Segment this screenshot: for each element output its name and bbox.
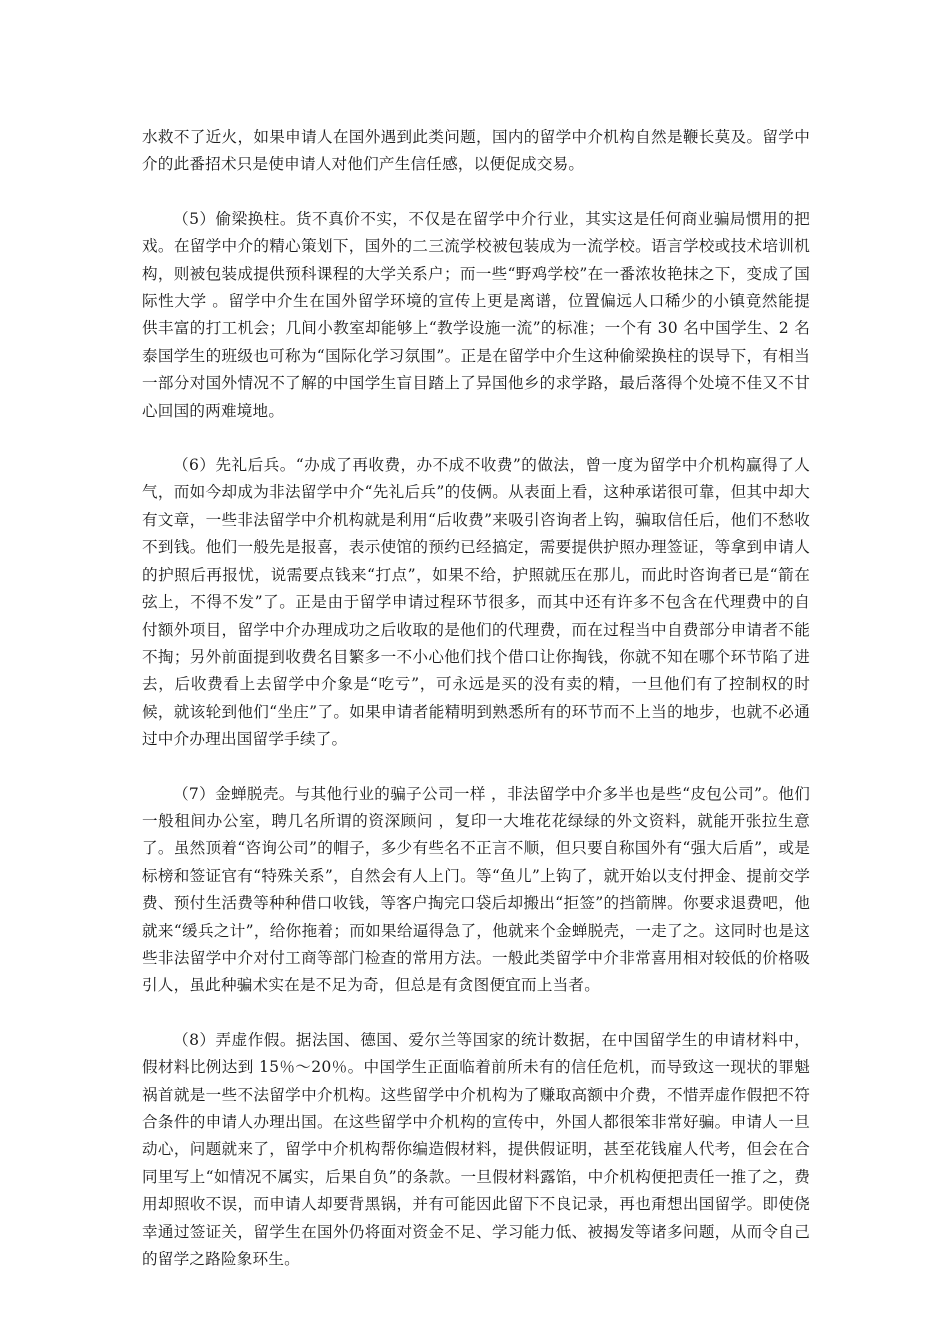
paragraph-item-7: （7）金蝉脱壳。与其他行业的骗子公司一样 ，非法留学中介多半也是些“皮包公司”。他们一般租间办公室，聘几名所谓的资深顾问 ，复印一大堆花花绿绿的外文资料，就能开张拉生意了。虽然顶着“咨询公司”的帽子，多少有些名不正言不顺，但只要自称国外有“强大后盾”，或是标榜和签证官有“特殊关系”，自然会有人上门。等“鱼儿”上钩了，就开始以支付押金、提前交学费、预付生活费等种种借口收钱，等客户掏完口袋后却搬出“拒签”的挡箭牌。你要求退费吧，他就来“缓兵之计”，给你拖着；而如果给逼得急了，他就来个金蝉脱壳，一走了之。这同时也是这些非法留学中介对付工商等部门检查的常用方法。一般此类留学中介非常喜用相对较低的价格吸引人，虽此种骗术实在是不足为奇，但总是有贪图便宜而上当者。: [142, 784, 810, 995]
paragraph-item-6: （6）先礼后兵。“办成了再收费，办不成不收费”的做法，曾一度为留学中介机构赢得了人气，而如今却成为非法留学中介“先礼后兵”的伎俩。从表面上看，这种承诺很可靠，但其中却大有文章，一些非法留学中介机构就是利用“后收费”来吸引咨询者上钩，骗取信任后，他们不愁收不到钱。他们一般先是报喜，表示使馆的预约已经搞定，需要提供护照办理签证，等拿到申请人的护照后再报忧，说需要点钱来“打点”，如果不给，护照就压在那儿，而此时咨询者已是“箭在弦上，不得不发”了。正是由于留学申请过程环节很多，而其中还有许多不包含在代理费中的自付额外项目，留学中介办理成功之后收取的是他们的代理费，而在过程当中自费部分申请者不能不掏；另外前面提到收费名目繁多一不小心他们找个借口让你掏钱，你就不知在哪个环节陷了进去，后收费看上去留学中介象是“吃亏”，可永远是买的没有卖的精，一旦他们有了控制权的时候，就该轮到他们“坐庄”了。如果申请者能精明到熟悉所有的环节而不上当的地步，也就不必通过中介办理出国留学手续了。: [142, 456, 810, 749]
paragraph-continuation: 水救不了近火，如果申请人在国外遇到此类问题，国内的留学中介机构自然是鞭长莫及。留学中介的此番招术只是使申请人对他们产生信任感，以便促成交易。: [142, 128, 810, 174]
paragraph-item-8: （8）弄虚作假。据法国、德国、爱尔兰等国家的统计数据，在中国留学生的申请材料中，假材料比例达到 15％～20％。中国学生正面临着前所未有的信任危机，而导致这一现状的罪魁祸首就是一些不法留学中介机构。这些留学中介机构为了赚取高额中介费，不惜弄虚作假把不符合条件的申请人办理出国。在这些留学中介机构的宣传中，外国人都很笨非常好骗。申请人一旦动心，问题就来了，留学中介机构帮你编造假材料，提供假证明，甚至花钱雇人代考，但会在合同里写上“如情况不属实，后果自负”的条款。一旦假材料露馅，中介机构便把责任一推了之，费用却照收不误，而申请人却要背黑锅，并有可能因此留下不良记录，再也甭想出国留学。即使侥幸通过签证关，留学生在国外仍将面对资金不足、学习能力低、被揭发等诸多问题，从而令自己的留学之路险象环生。: [142, 1030, 810, 1269]
document-body: [142, 124, 810, 1300]
paragraph-item-5: （5）偷梁换柱。货不真价不实，不仅是在留学中介行业，其实这是任何商业骗局惯用的把戏。在留学中介的精心策划下，国外的二三流学校被包装成为一流学校。语言学校或技术培训机构，则被包装成提供预科课程的大学关系户；而一些“野鸡学校”在一番浓妆艳抹之下，变成了国际性大学 。留学中介生在国外留学环境的宣传上更是离谱，位置偏远人口稀少的小镇竟然能提供丰富的打工机会；几间小教室却能够上“教学设施一流”的标准；一个有 30 名中国学生、2 名泰国学生的班级也可称为“国际化学习氛围”。正是在留学中介生这种偷梁换柱的误导下，有相当一部分对国外情况不了解的中国学生盲目踏上了异国他乡的求学路，最后落得个处境不佳又不甘心回国的两难境地。: [142, 209, 810, 420]
